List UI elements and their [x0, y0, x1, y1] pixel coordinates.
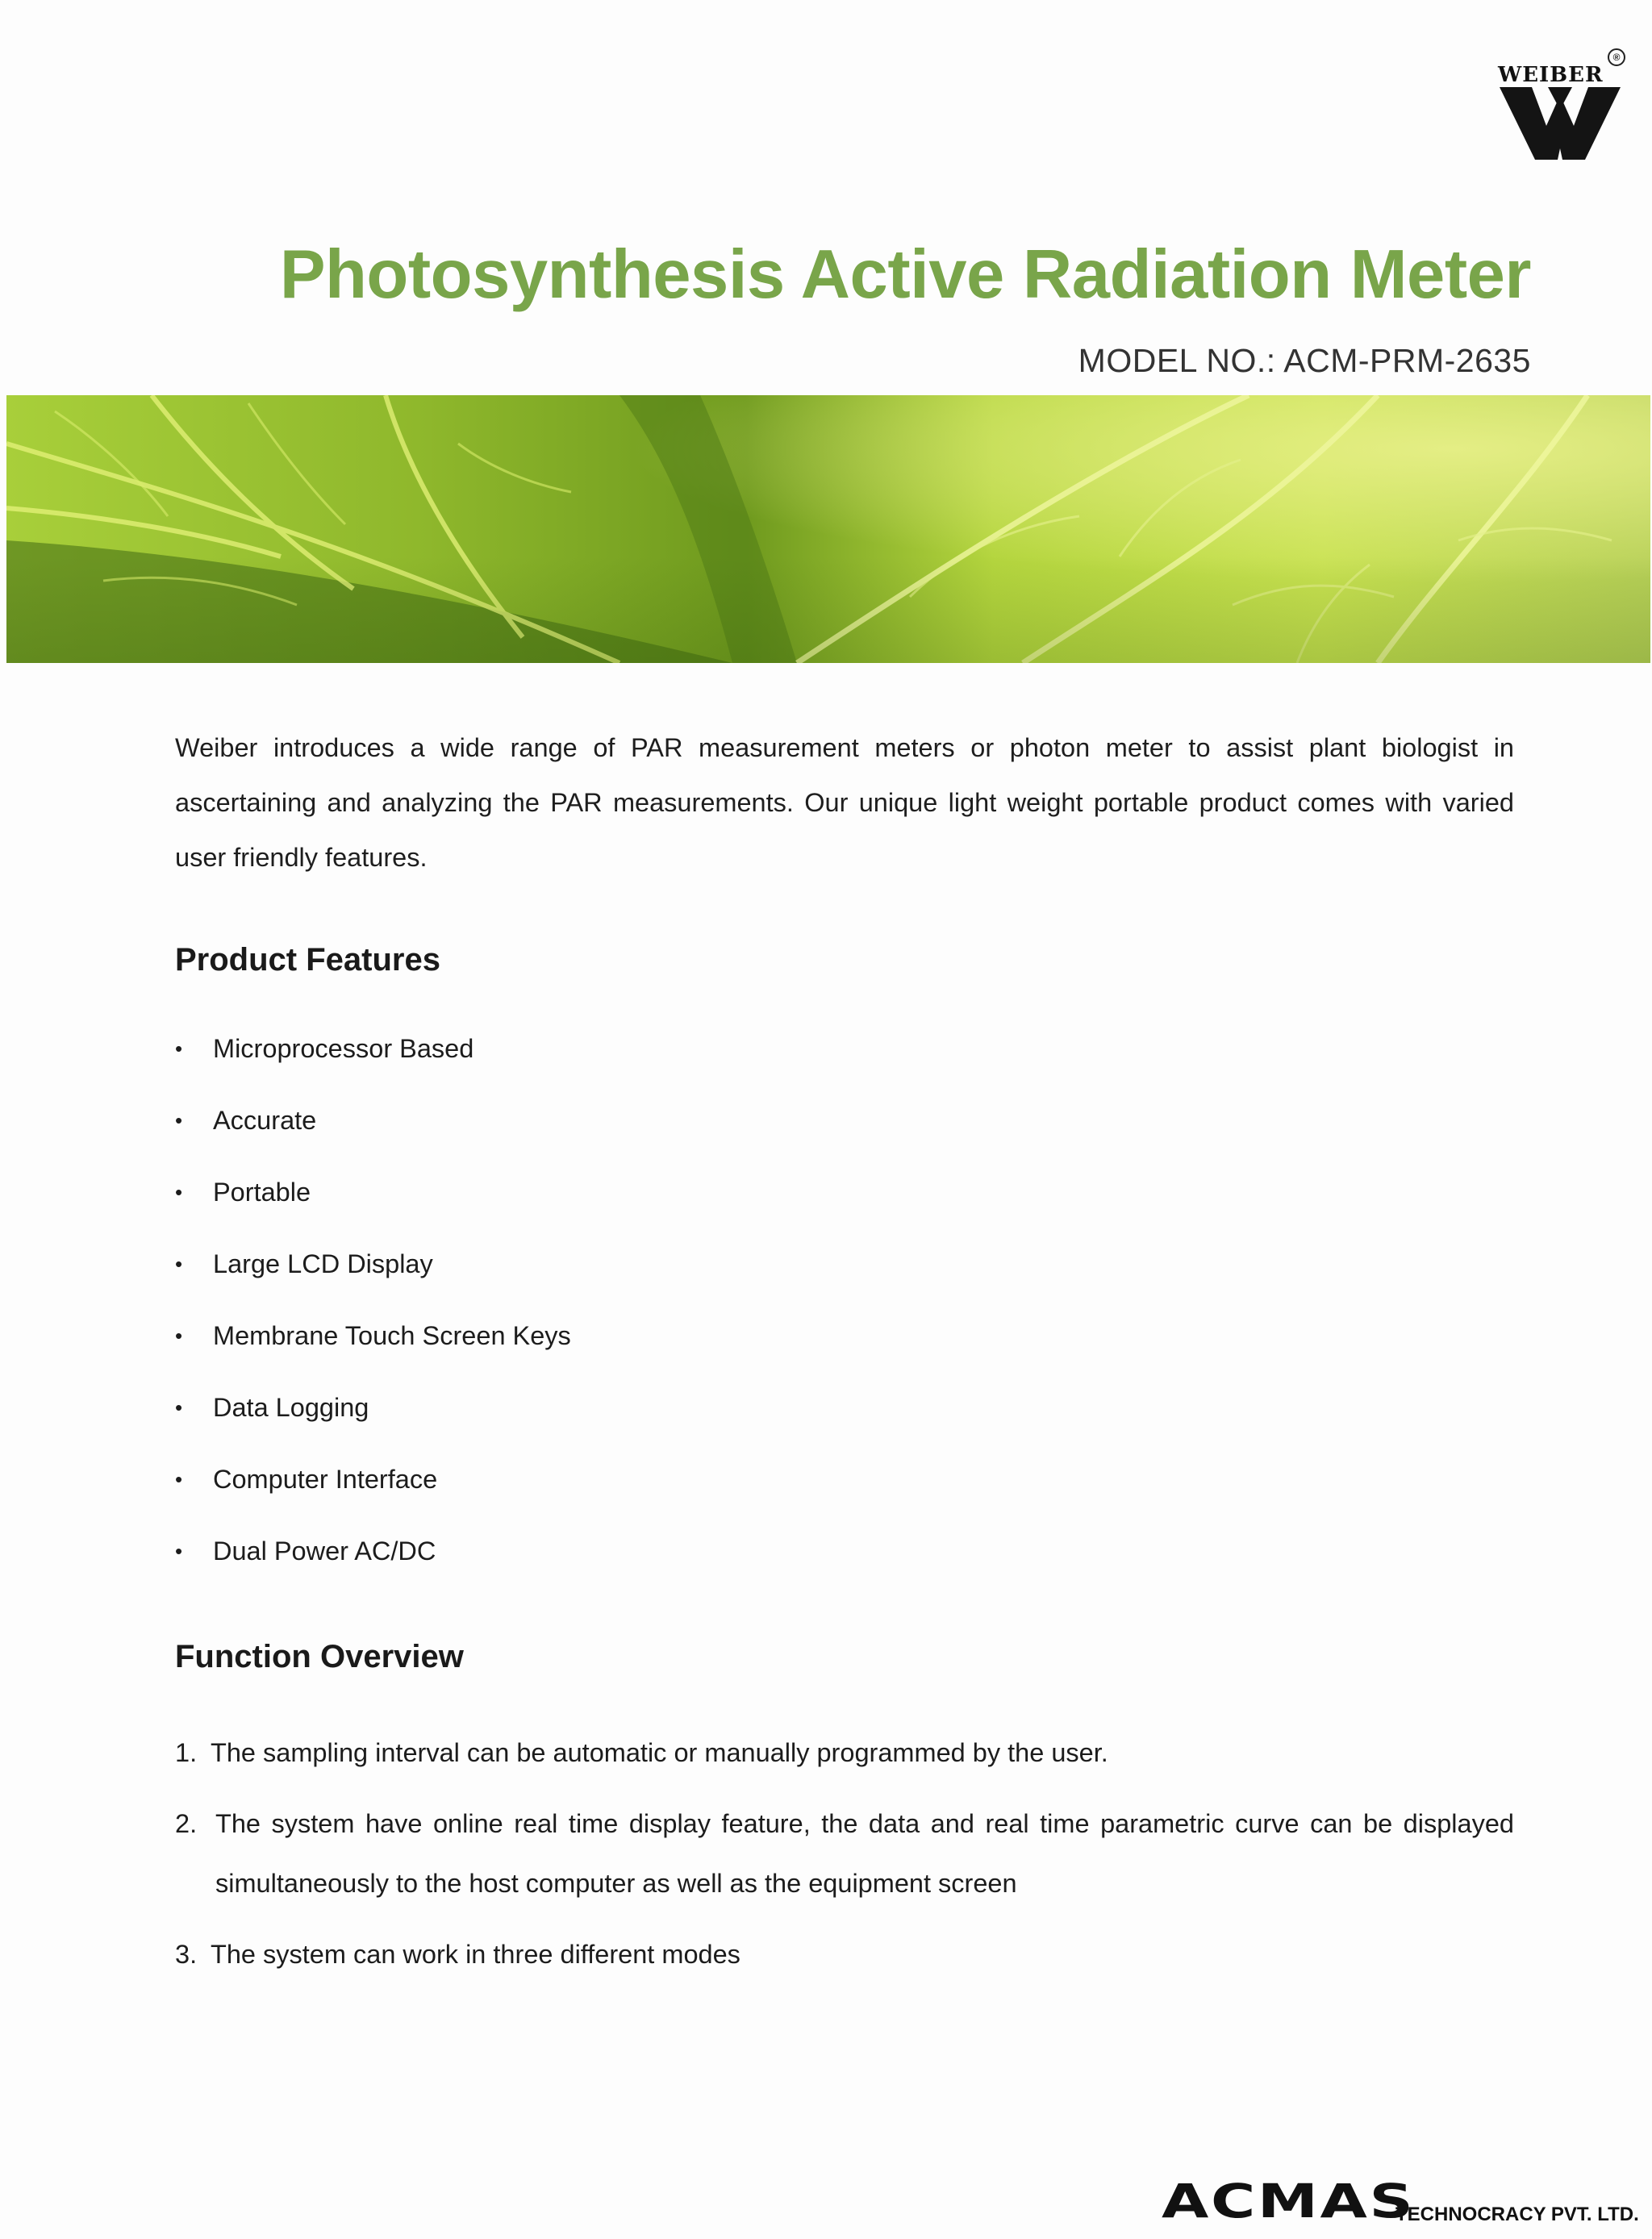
- footer-company-logo: [1162, 2174, 1639, 2229]
- acmas-logo: ACMAS: [1162, 2174, 1416, 2229]
- list-item: [175, 1170, 571, 1241]
- bullet: •: [175, 1036, 183, 1061]
- list-item: [175, 1098, 571, 1170]
- weiber-logo: [1488, 48, 1625, 161]
- list-item: [175, 1313, 571, 1385]
- overview-item: [175, 1794, 1514, 1913]
- overview-item: [175, 1723, 1514, 1782]
- intro-paragraph: Weiber introduces a wide range of PAR measurement meters or photon meter to assist plant biologist in ascertaining and analyzing the PAR measurements. Our unique light weight portable product comes with varied user friendly features.: [175, 733, 1514, 872]
- feature-text: Accurate: [213, 1106, 317, 1135]
- product-title: Photosynthesis Active Radiation Meter: [279, 236, 1531, 313]
- item-number: 2.: [175, 1809, 198, 1838]
- list-item: [175, 1528, 571, 1600]
- overview-text: The system can work in three different modes: [211, 1940, 740, 1969]
- function-overview-list: [175, 1723, 1514, 1995]
- function-overview-heading: Function Overview: [175, 1639, 464, 1674]
- bullet: •: [175, 1324, 183, 1348]
- overview-text: The sampling interval can be automatic or manually programmed by the user.: [211, 1738, 1108, 1767]
- weiber-wordmark: WEIBER: [1498, 63, 1604, 87]
- feature-text: Microprocessor Based: [213, 1034, 474, 1063]
- product-features-heading: Product Features: [175, 942, 440, 978]
- model-number: MODEL NO.: ACM-PRM-2635: [1078, 342, 1531, 379]
- item-number: 3.: [175, 1940, 198, 1969]
- list-item: [175, 1026, 571, 1098]
- feature-text: Membrane Touch Screen Keys: [213, 1321, 571, 1350]
- feature-text: Dual Power AC/DC: [213, 1536, 436, 1566]
- overview-text: The system have online real time display feature, the data and real time parametric curve can be displayed simultaneously to the host computer as well as the equipment screen: [215, 1809, 1514, 1898]
- list-item: [175, 1385, 571, 1457]
- bullet: •: [175, 1252, 183, 1276]
- bullet: •: [175, 1467, 183, 1491]
- weiber-w-icon: [1500, 87, 1621, 160]
- registered-mark: ®: [1608, 48, 1625, 66]
- overview-item: [175, 1924, 1514, 1984]
- list-item: [175, 1241, 571, 1313]
- company-name: TECHNOCRACY PVT. LTD.: [1395, 2204, 1639, 2225]
- feature-text: Data Logging: [213, 1393, 369, 1422]
- bullet: •: [175, 1108, 183, 1132]
- feature-text: Portable: [213, 1178, 311, 1207]
- feature-text: Computer Interface: [213, 1465, 438, 1494]
- leaf-photo-banner: [6, 395, 1650, 663]
- feature-text: Large LCD Display: [213, 1249, 433, 1278]
- item-number: 1.: [175, 1738, 198, 1767]
- list-item: [175, 1457, 571, 1528]
- bullet: •: [175, 1539, 183, 1563]
- feature-list: [175, 1026, 571, 1600]
- bullet: •: [175, 1395, 183, 1420]
- bullet: •: [175, 1180, 183, 1204]
